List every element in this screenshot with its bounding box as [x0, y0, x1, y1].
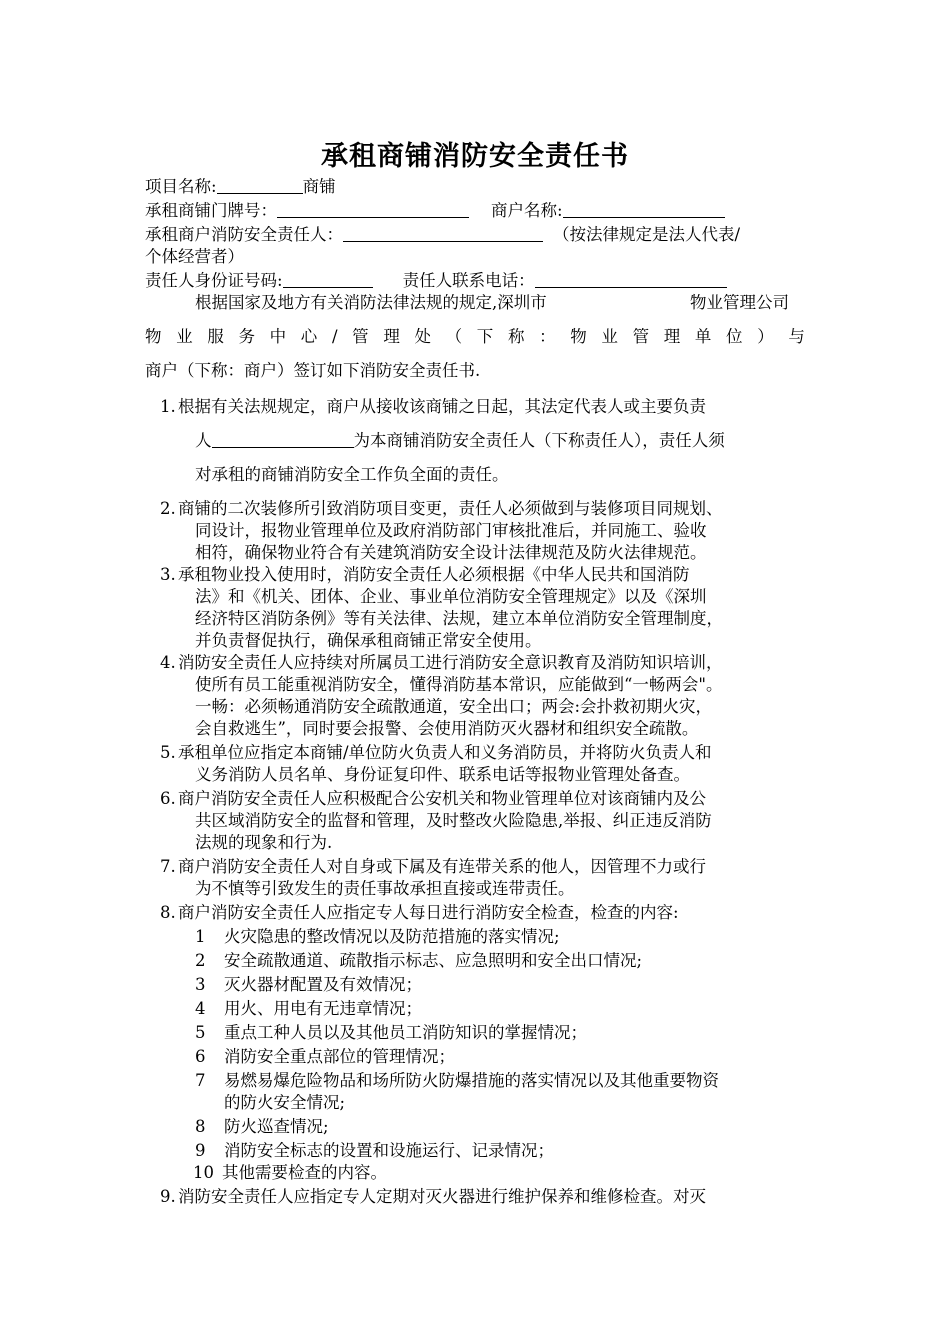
check-8-text: 防火巡查情况;	[224, 1117, 329, 1136]
intro-line-2-char: 称	[507, 327, 525, 346]
item-3-number: 3.	[160, 565, 176, 584]
check-8-number: 8	[195, 1117, 206, 1136]
check-1-number: 1	[195, 927, 206, 946]
item-4-line-1: 消防安全责任人应持续对所属员工进行消防安全意识教育及消防知识培训，	[178, 653, 723, 672]
item-3-line-4: 并负责督促执行，确保承租商铺正常安全使用。	[195, 631, 542, 650]
intro-line-2-char: 单	[694, 327, 712, 346]
intro-line-2-char: 处	[414, 327, 431, 346]
intro-line-1a: 根据国家及地方有关消防法律法规的规定,深圳市	[195, 293, 547, 312]
shop-number-line	[145, 200, 725, 222]
intro-line-2-char: 物	[145, 327, 162, 346]
item-5-number: 5.	[160, 743, 176, 762]
intro-line-2-char: 理	[663, 327, 681, 346]
check-7-text: 易燃易爆危险物品和场所防火防爆措施的落实情况以及其他重要物资	[224, 1071, 719, 1090]
check-5-number: 5	[195, 1023, 206, 1042]
item-6-number: 6.	[160, 789, 176, 808]
item-8-number: 8.	[160, 903, 176, 922]
check-10-text: 其他需要检查的内容。	[222, 1163, 387, 1182]
check-2-text: 安全疏散通道、疏散指示标志、应急照明和安全出口情况;	[224, 951, 643, 970]
item-6-line-3: 法规的现象和行为.	[195, 833, 333, 852]
item-5-line-2: 义务消防人员名单、身份证复印件、联系电话等报物业管理处备查。	[195, 765, 690, 784]
intro-line-2-char: 业	[176, 327, 193, 346]
item-2-line-2: 同设计，报物业管理单位及政府消防部门审核批准后，并同施工、验收	[195, 521, 707, 540]
id-label: 责任人身份证号码:	[145, 271, 283, 290]
merchant-name-label: 商户名称:	[491, 201, 563, 220]
item-1-line-3: 对承租的商铺消防安全工作负全面的责任。	[195, 465, 509, 484]
intro-line-2-char: （	[445, 327, 463, 346]
item-9-line-1: 消防安全责任人应指定专人定期对灭火器进行维护保养和维修检查。对灭	[178, 1187, 706, 1206]
item-6-line-1: 商户消防安全责任人应积极配合公安机关和物业管理单位对该商铺内及公	[178, 789, 706, 808]
merchant-name-blank[interactable]	[563, 200, 725, 218]
item-2-line-3: 相符，确保物业符合有关建筑消防安全设计法律规范及防火法律规范。	[195, 543, 707, 562]
item-1-number: 1.	[160, 397, 176, 416]
intro-line-2	[145, 326, 805, 348]
item-4-number: 4.	[160, 653, 176, 672]
shop-number-blank[interactable]	[277, 200, 469, 218]
item-1-line-2: 人 为本商铺消防安全责任人（下称责任人），责任人须	[195, 431, 725, 450]
check-9-number: 9	[195, 1141, 206, 1160]
responsible-person-line	[145, 224, 740, 246]
item-2-number: 2.	[160, 499, 176, 518]
intro-line-2-char: 服	[207, 327, 224, 346]
phone-blank[interactable]	[535, 270, 727, 288]
check-5-text: 重点工种人员以及其他员工消防知识的掌握情况；	[224, 1023, 587, 1042]
intro-line-2-char: 管	[352, 327, 369, 346]
check-7-number: 7	[195, 1071, 206, 1090]
intro-line-2-char: 管	[632, 327, 650, 346]
intro-line-2-char: 下	[476, 327, 494, 346]
item-9-number: 9.	[160, 1187, 176, 1206]
phone-label: 责任人联系电话：	[402, 271, 535, 290]
project-name-blank[interactable]	[217, 176, 303, 194]
intro-line-1b: 物业管理公司	[690, 293, 789, 312]
intro-line-2-char: 务	[238, 327, 255, 346]
check-6-number: 6	[195, 1047, 206, 1066]
check-6-text: 消防安全重点部位的管理情况；	[224, 1047, 455, 1066]
id-number-blank[interactable]	[283, 270, 373, 288]
intro-line-2-char: 与	[788, 327, 805, 346]
project-label: 项目名称:	[145, 177, 217, 196]
intro-line-2-char: /	[331, 327, 338, 346]
check-10-number: 10	[193, 1163, 214, 1182]
item-4-line-3: 一畅：必须畅通消防安全疏散通道，安全出口；两会:会扑救初期火灾，	[195, 697, 713, 716]
intro-line-2-char: 物	[570, 327, 587, 346]
responsible-person-blank[interactable]	[343, 224, 543, 242]
intro-line-2-char: 理	[383, 327, 400, 346]
shop-number-label: 承租商铺门牌号：	[145, 201, 277, 220]
id-phone-line	[145, 270, 727, 292]
item-3-line-3: 经济特区消防条例》等有关法律、法规，建立本单位消防安全管理制度，	[195, 609, 723, 628]
document-title: 承租商铺消防安全责任书	[321, 141, 629, 172]
item-7-line-2: 为不慎等引致发生的责任事故承担直接或连带责任。	[195, 879, 575, 898]
check-2-number: 2	[195, 951, 206, 970]
check-4-number: 4	[195, 999, 206, 1018]
item-4-line-4: 会自救逃生”，同时要会报警、会使用消防灭火器材和组织安全疏散。	[195, 719, 699, 738]
item-3-line-1: 承租物业投入使用时，消防安全责任人必须根据《中华人民共和国消防	[178, 565, 690, 584]
item-1-blank[interactable]	[212, 430, 354, 448]
item-2-line-1: 商铺的二次装修所引致消防项目变更，责任人必须做到与装修项目同规划、	[178, 499, 723, 518]
intro-line-2-char: 位	[726, 327, 743, 346]
responsible-note-cont: 个体经营者）	[145, 247, 244, 266]
check-7-text-cont: 的防火安全情况;	[224, 1093, 346, 1112]
intro-line-2-char: 业	[601, 327, 618, 346]
item-3-line-2: 法》和《机关、团体、企业、事业单位消防安全管理规定》以及《深圳	[195, 587, 707, 606]
intro-line-2-char: 中	[269, 327, 287, 346]
check-3-text: 灭火器材配置及有效情况；	[224, 975, 422, 994]
intro-line-2-char: ：	[539, 327, 556, 346]
project-name-line	[145, 176, 336, 198]
item-7-line-1: 商户消防安全责任人对自身或下属及有连带关系的他人，因管理不力或行	[178, 857, 706, 876]
item-6-line-2: 共区域消防安全的监督和管理，及时整改火险隐患,举报、纠正违反消防	[195, 811, 712, 830]
check-1-text: 火灾隐患的整改情况以及防范措施的落实情况;	[224, 927, 560, 946]
intro-line-3: 商户（下称：商户）签订如下消防安全责任书.	[145, 361, 481, 380]
project-suffix: 商铺	[302, 177, 336, 196]
check-4-text: 用火、用电有无违章情况；	[224, 999, 422, 1018]
check-3-number: 3	[195, 975, 206, 994]
intro-line-2-char: 心	[300, 327, 318, 346]
intro-line-2-char: ）	[757, 327, 774, 346]
item-8-line-1: 商户消防安全责任人应指定专人每日进行消防安全检查，检查的内容:	[178, 903, 679, 922]
item-1-line-1: 根据有关法规规定，商户从接收该商铺之日起，其法定代表人或主要负责	[178, 397, 706, 416]
item-5-line-1: 承租单位应指定本商铺/单位防火负责人和义务消防员，并将防火负责人和	[178, 743, 712, 762]
check-9-text: 消防安全标志的设置和设施运行、记录情况；	[224, 1141, 554, 1160]
item-4-line-2: 使所有员工能重视消防安全，懂得消防基本常识，应能做到“一畅两会"。	[195, 675, 723, 694]
responsible-label: 承租商户消防安全责任人：	[145, 225, 343, 244]
item-7-number: 7.	[160, 857, 176, 876]
responsible-note: （按法律规定是法人代表/	[553, 225, 741, 244]
